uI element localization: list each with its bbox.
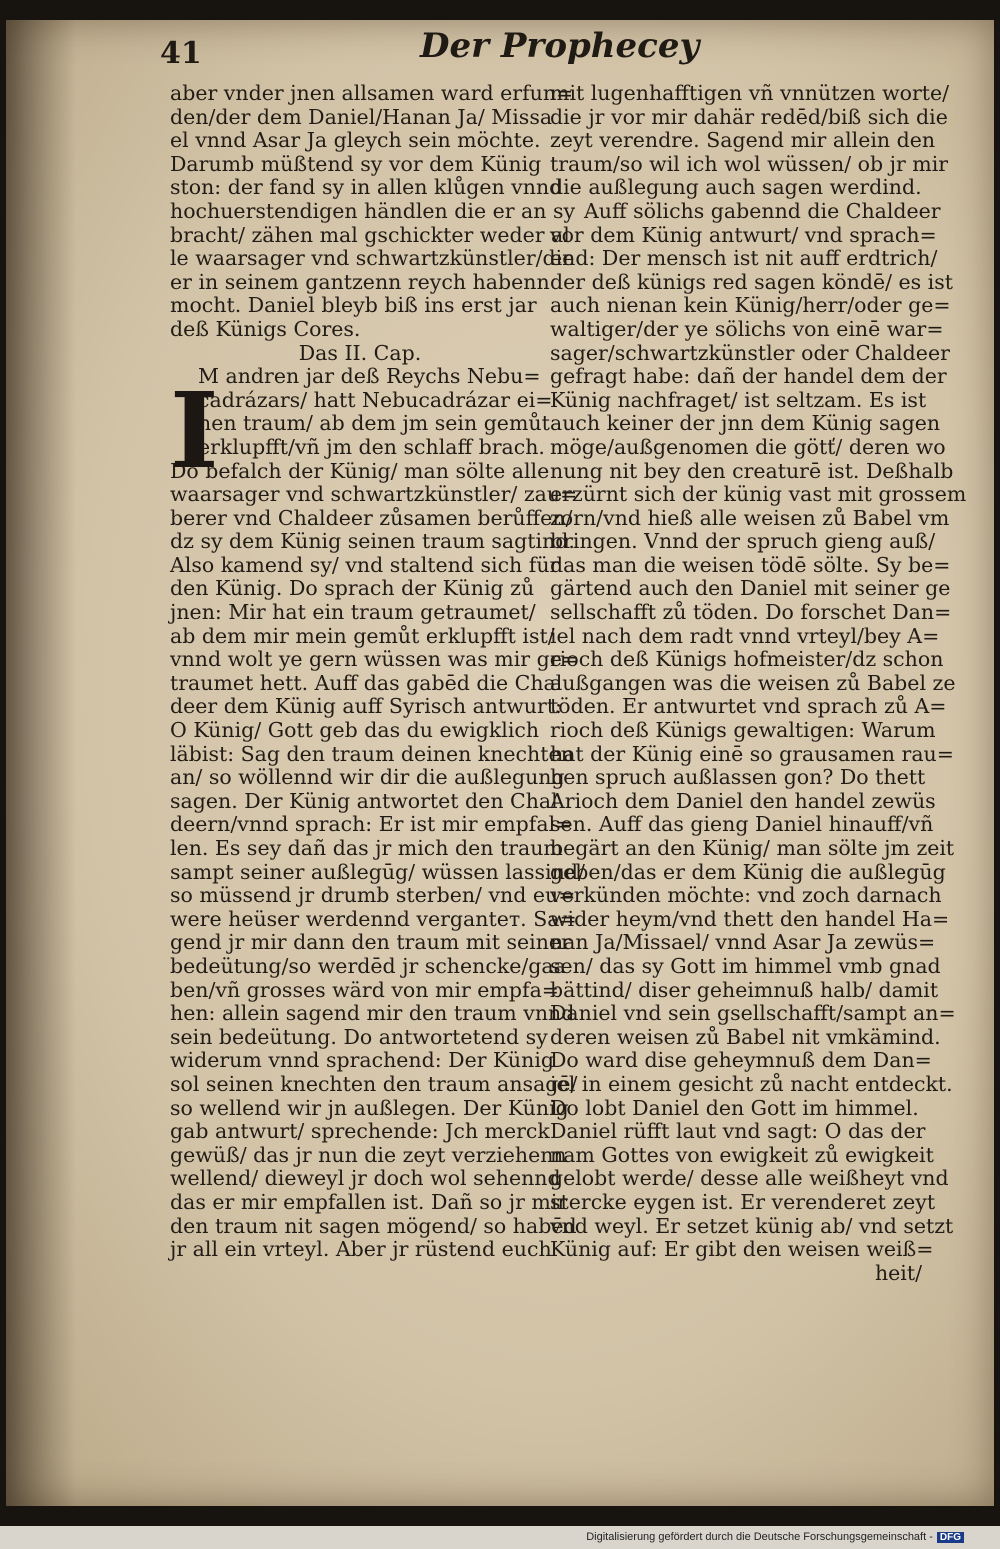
text-line: zeyt verendre. Sagend mir allein den	[550, 128, 936, 153]
text-line: deern/vnnd sprach: Er ist mir empfal=	[170, 812, 573, 837]
text-line: das er mir empfallen ist. Dañ so jr mir	[170, 1189, 568, 1214]
text-line: auch keiner der jnn dem Künig sagen	[550, 411, 941, 436]
text-line: die außlegung auch sagen werdind.	[550, 175, 922, 200]
text-line: Also kamend sy/ vnd staltend sich für	[170, 552, 560, 577]
text-line: begärt an den Künig/ man sölte jm zeit	[550, 836, 955, 860]
text-line: iel nach dem radt vnnd vrteyl/bey A=	[550, 623, 940, 648]
text-line: traum/so wil ich wol wüssen/ ob jr mir	[550, 151, 949, 176]
text-line: nan Ja/Missael/ vnnd Asar Ja zewüs=	[550, 930, 936, 955]
text-line: waltiger/der ye sölichs von einē war=	[550, 316, 944, 341]
text-line: gewüß/ das jr nun die zeyt verziehenn	[170, 1142, 567, 1167]
text-line: verkünden möchte: vnd zoch darnach	[550, 883, 942, 908]
text-line: bedeütung/so werdēd jr schencke/gaa	[170, 953, 566, 978]
text-line: bringen. Vnnd der spruch gieng auß/	[550, 529, 936, 554]
text-line: hen: allein sagend mir den traum vnnd	[170, 1001, 575, 1026]
text-line: hochuerstendigen händlen die er an sy	[170, 198, 576, 223]
text-line: er in seinem gantzenn reych habenn	[170, 269, 550, 294]
text-line: deren weisen zů Babel nit vmkämind.	[550, 1024, 941, 1049]
text-line: wellend/ dieweyl jr doch wol sehennd	[170, 1166, 561, 1191]
text-line: jr all ein vrteyl. Aber jr rüstend euch	[170, 1237, 552, 1262]
text-line: ston: der fand sy in allen klůgen vnnd	[170, 175, 563, 200]
text-line: die jr vor mir dahär redēd/biß sich die	[550, 104, 948, 129]
text-line: widerum vnnd sprachend: Der Künig	[170, 1048, 555, 1073]
text-line: bracht/ zähen mal gschickter weder al	[170, 222, 570, 247]
dfg-logo: DFG	[937, 1532, 964, 1543]
text-line: geben/das er dem Künig die außlegūg	[550, 859, 946, 884]
text-line: el vnnd Asar Ja gleych sein möchte.	[170, 128, 541, 153]
text-line: sellschafft zů töden. Do forschet Dan=	[550, 600, 952, 625]
text-line: gelobt werde/ desse alle weißheyt vnd	[550, 1166, 949, 1191]
text-line: gefragt habe: dañ der handel dem der	[550, 364, 947, 389]
text-line: erklupfft/vñ jm den schlaff brach.	[198, 434, 545, 459]
left-column	[170, 81, 585, 1262]
text-line: außgangen was die weisen zů Babel ze	[550, 670, 956, 695]
text-line: den/der dem Daniel/Hanan Ja/ Missa	[170, 104, 553, 129]
text-line: hen spruch außlassen gon? Do thett	[550, 765, 926, 790]
text-line: sol seinen knechten den traum ansagē/	[170, 1071, 578, 1096]
text-line: an/ so wöllennd wir dir die außlegung	[170, 765, 565, 790]
text-line: nen traum/ ab dem jm sein gemůt	[198, 411, 550, 436]
text-line: gend jr mir dann den traum mit seiner	[170, 930, 571, 955]
text-line: Künig auf: Er gibt den weisen weiß=	[550, 1237, 934, 1262]
text-line: den traum nit sagen mögend/ so habēd	[170, 1213, 577, 1238]
text-line: traumet hett. Auff das gabēd die Chal	[170, 670, 563, 695]
text-line: gärtend auch den Daniel mit seiner ge	[550, 576, 951, 601]
text-line: vor dem Künig antwurt/ vnd sprach=	[550, 222, 937, 247]
right-column	[550, 81, 967, 1285]
text-line: möge/außgenomen die götť/ deren wo	[550, 434, 946, 459]
page-number: 41	[160, 36, 202, 71]
text-line: nung nit bey den creaturē ist. Deßhalb	[550, 458, 954, 483]
text-line: berer vnd Chaldeer zůsamen berůffen/	[170, 505, 573, 530]
text-line: dz sy dem Künig seinen traum sagtind.	[170, 529, 575, 554]
text-line: O Künig/ Gott geb das du ewigklich	[170, 718, 540, 743]
text-line: iel in einem gesicht zů nacht entdeckt.	[550, 1071, 953, 1096]
running-title: Der Prophecey	[420, 26, 700, 66]
text-line: töden. Er antwurtet vnd sprach zů A=	[550, 694, 947, 719]
text-line: len. Es sey dañ das jr mich den traum	[170, 836, 563, 860]
funding-note: Digitalisierung gefördert durch die Deutsche Forschungsgemeinschaft -	[586, 1531, 933, 1543]
text-line: Do befalch der Künig/ man sölte alle	[170, 458, 550, 483]
text-line: vnd weyl. Er setzet künig ab/ vnd setzt	[550, 1213, 954, 1238]
text-line: gab antwurt/ sprechende: Jch merck	[170, 1119, 550, 1144]
text-line: end: Der mensch ist nit auff erdtrich/	[550, 246, 938, 271]
text-line: wider heym/vnd thett den handel Ha=	[550, 906, 950, 931]
text-line: M andren jar deß Reychs Nebu=	[198, 364, 541, 389]
text-line: rioch deß Künigs hofmeister/dz schon	[550, 647, 944, 672]
text-line: auch nienan kein Künig/herr/oder ge=	[550, 293, 951, 318]
text-line: läbist: Sag den traum deinen knechten	[170, 741, 574, 766]
text-line: stercke eygen ist. Er verenderet zeyt	[550, 1189, 936, 1214]
drop-cap: I	[170, 369, 219, 492]
text-line: sein bedeütung. Do antwortetend sy	[170, 1024, 548, 1049]
text-line: sen/ das sy Gott im himmel vmb gnad	[550, 953, 941, 978]
text-line: le waarsager vnd schwartzkünstler/die	[170, 246, 575, 271]
text-line: waarsager vnd schwartzkünstler/ zau=	[170, 482, 578, 507]
text-line: sager/schwartzkünstler oder Chaldeer	[550, 340, 950, 365]
text-line: sampt seiner außlegūg/ wüssen lassind/	[170, 859, 585, 884]
text-line: were heüser werdennd verganteт. Sa=	[170, 906, 577, 931]
catchword: heit/	[874, 1260, 922, 1285]
text-line: jnen: Mir hat ein traum getraumet/	[170, 600, 536, 625]
text-line: deß Künigs Cores.	[170, 316, 361, 341]
text-line: mocht. Daniel bleyb biß ins erst jar	[170, 293, 537, 318]
text-line: sagen. Der Künig antwortet den Chal	[170, 788, 558, 813]
text-line: Künig nachfraget/ ist seltzam. Es ist	[550, 387, 927, 412]
chapter-heading: Das II. Cap.	[298, 340, 422, 365]
text-line: so müssend jr drumb sterben/ vnd eu=	[170, 883, 576, 908]
text-line: den Künig. Do sprach der Künig zů	[170, 576, 535, 601]
text-line: Daniel rüfft laut vnd sagt: O das der	[550, 1119, 926, 1144]
text-line: ab dem mir mein gemůt erklupfft ist/	[170, 623, 555, 648]
text-line: Arioch dem Daniel den handel zewüs	[550, 788, 936, 813]
text-line: ben/vñ grosses wärd von mir empfa=	[170, 977, 559, 1002]
text-line: aber vnder jnen allsamen ward erfun=	[170, 81, 574, 105]
text-line: rioch deß Künigs gewaltigen: Warum	[550, 718, 936, 743]
text-line: hat der Künig einē so grausamen rau=	[550, 741, 954, 766]
text-line: cadrázars/ hatt Nebucadrázar ei=	[198, 387, 553, 412]
text-line: sen. Auff das gieng Daniel hinauff/vñ	[550, 812, 934, 837]
text-line: der deß künigs red sagen köndē/ es ist	[550, 269, 953, 294]
text-line: nam Gottes von ewigkeit zů ewigkeit	[550, 1142, 934, 1167]
text-line: Darumb müßtend sy vor dem Künig	[170, 151, 542, 176]
text-line: Auff sölichs gabennd die Chaldeer	[584, 198, 941, 223]
text-line: so wellend wir jn außlegen. Der Künig	[170, 1095, 569, 1120]
text-line: Daniel vnd sein gsellschafft/sampt an=	[550, 1001, 956, 1026]
text-line: das man die weisen tödē sölte. Sy be=	[550, 552, 951, 577]
text-line: erzürnt sich der künig vast mit grossem	[550, 482, 967, 507]
text-line: Do lobt Daniel den Gott im himmel.	[550, 1095, 919, 1120]
text-line: deer dem Künig auff Syrisch antwurt:	[170, 694, 562, 719]
text-line: zorn/vnd hieß alle weisen zů Babel vm	[550, 505, 950, 530]
text-line: Do ward dise geheymnuß dem Dan=	[550, 1048, 932, 1073]
text-line: vnnd wolt ye gern wüssen was mir ge=	[170, 647, 580, 672]
text-line: mit lugenhafftigen vñ vnnützen worte/	[550, 81, 950, 105]
text-line: bättind/ diser geheimnuß halb/ damit	[550, 977, 939, 1002]
page-gutter-shadow	[6, 20, 76, 1506]
funding-footer	[586, 1531, 964, 1543]
